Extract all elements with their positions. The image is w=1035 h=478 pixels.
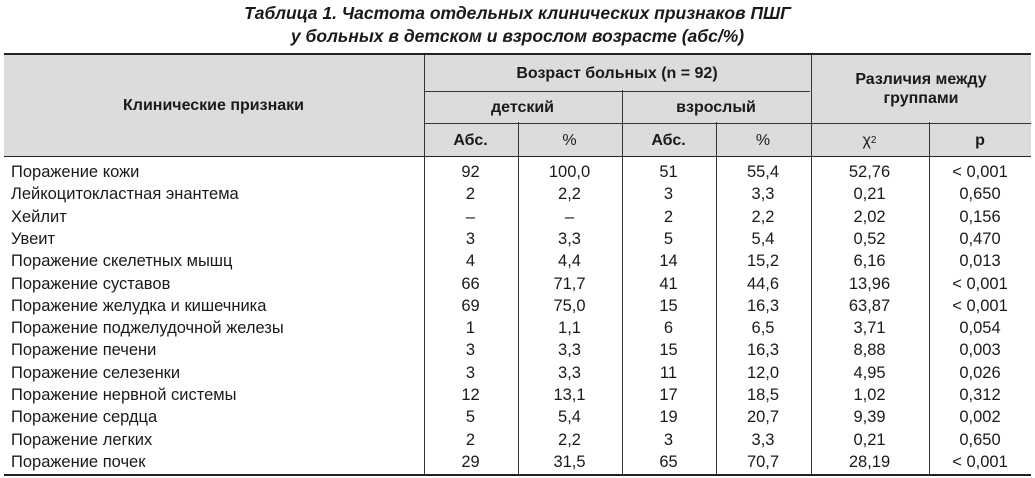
cell-p: < 0,001	[952, 274, 1008, 293]
cell-name: Поражение желудка и кишечника	[11, 296, 267, 315]
table-row	[4, 228, 1031, 250]
cell-chi2: 6,16	[853, 252, 886, 271]
header-divider	[424, 91, 810, 92]
cell-name: Поражение печени	[11, 341, 157, 360]
cell-a-abs: 5	[663, 229, 674, 248]
cell-a-pct: 15,2	[746, 252, 780, 271]
table-row	[4, 406, 1031, 428]
table-row	[4, 429, 1031, 451]
cell-name: Поражение кожи	[11, 163, 140, 181]
cell-a-pct: 3,3	[751, 430, 775, 449]
cell-name: Поражение сердца	[11, 408, 158, 427]
table-row	[4, 362, 1031, 384]
cell-c-abs: 3	[465, 341, 476, 360]
cell-chi2: 9,39	[853, 408, 886, 427]
table-row	[4, 317, 1031, 339]
cell-p: 0,003	[959, 341, 1001, 360]
cell-name: Хейлит	[11, 207, 67, 226]
cell-a-abs: 19	[659, 408, 678, 427]
cell-p: 0,013	[959, 252, 1001, 271]
header-chi-square	[811, 124, 928, 156]
cell-chi2: 63,87	[848, 296, 891, 315]
cell-name: Поражение селезенки	[11, 363, 181, 382]
cell-a-pct: 6,5	[751, 319, 775, 338]
cell-p: < 0,001	[952, 163, 1008, 181]
cell-a-pct: 55,4	[746, 163, 780, 181]
cell-a-abs: 2	[663, 207, 674, 226]
cell-c-pct: 3,3	[558, 229, 581, 248]
cell-p: 0,002	[959, 408, 1001, 427]
table-row	[4, 161, 1031, 183]
table-bottom-rule	[4, 474, 1031, 476]
header-clinical-signs: Клинические признаки	[123, 97, 304, 114]
cell-p: 0,312	[959, 386, 1001, 404]
cell-a-abs: 6	[663, 319, 674, 338]
cell-c-abs: 1	[465, 319, 476, 338]
table-row	[4, 384, 1031, 406]
cell-a-pct: 5,4	[751, 229, 775, 248]
cell-a-abs: 11	[659, 363, 678, 382]
cell-chi2: 1,02	[853, 386, 886, 404]
table-row	[4, 273, 1031, 295]
cell-a-abs: 41	[659, 274, 678, 293]
cell-chi2: 0,21	[853, 185, 886, 204]
cell-a-abs: 15	[659, 296, 678, 315]
cell-a-pct: 12,0	[746, 363, 780, 382]
cell-p: 0,470	[959, 229, 1001, 248]
cell-a-pct: 20,7	[746, 408, 780, 427]
cell-p: 0,650	[959, 430, 1001, 449]
header-patient-age: Возраст больных (n = 92)	[516, 64, 718, 82]
cell-name: Поражение поджелудочной железы	[11, 319, 284, 338]
cell-a-pct: 3,3	[751, 185, 775, 204]
header-adults-abs: Абс.	[651, 131, 686, 149]
cell-chi2: 8,88	[853, 341, 886, 360]
cell-c-abs: 2	[465, 185, 476, 204]
caption-line-2: у больных в детском и взрослом возрасте (абс/%)	[290, 26, 745, 46]
cell-c-pct: 75,0	[553, 296, 586, 315]
cell-chi2: 3,71	[853, 319, 886, 338]
cell-name: Поражение нервной системы	[11, 386, 237, 404]
cell-a-abs: 3	[663, 430, 674, 449]
cell-name: Поражение скелетных мышц	[11, 252, 233, 271]
cell-a-abs: 65	[659, 452, 678, 471]
cell-name: Лейкоцитокластная энантема	[11, 185, 239, 204]
cell-a-pct: 16,3	[746, 296, 780, 315]
cell-c-pct: 31,5	[553, 452, 586, 471]
cell-chi2: 4,95	[853, 363, 886, 382]
cell-chi2: 0,52	[853, 229, 886, 248]
cell-c-abs: 4	[465, 252, 476, 271]
header-adults-pct: %	[755, 131, 771, 149]
cell-a-abs: 15	[659, 341, 678, 360]
cell-a-pct: 70,7	[746, 452, 780, 471]
cell-c-pct: 3,3	[558, 341, 581, 360]
header-adults: взрослый	[676, 99, 756, 116]
cell-a-abs: 17	[659, 386, 678, 404]
caption-line-1: Таблица 1. Частота отдельных клинических признаков ПШГ	[244, 3, 791, 23]
header-group-difference: Различия между группами	[855, 71, 987, 107]
cell-c-pct: 1,1	[558, 319, 581, 338]
chi-superscript: 2	[870, 134, 877, 146]
cell-c-pct: 5,4	[558, 408, 581, 427]
cell-name: Поражение почек	[11, 452, 146, 471]
cell-c-abs: 3	[465, 363, 476, 382]
cell-p: 0,156	[959, 207, 1001, 226]
table-row	[4, 451, 1031, 473]
table-row	[4, 250, 1031, 272]
cell-c-abs: 3	[465, 229, 476, 248]
cell-a-pct: 2,2	[751, 207, 775, 226]
cell-a-pct: 18,5	[746, 386, 780, 404]
cell-a-pct: 44,6	[746, 274, 780, 293]
cell-chi2: 13,96	[848, 274, 891, 293]
cell-name: Поражение легких	[11, 430, 153, 449]
cell-p: 0,054	[959, 319, 1001, 338]
cell-p: < 0,001	[952, 296, 1008, 315]
cell-c-abs: 66	[461, 274, 480, 293]
cell-a-abs: 14	[659, 252, 678, 271]
header-p-value: p	[975, 131, 985, 149]
header-children-pct: %	[562, 131, 577, 149]
cell-chi2: 52,76	[848, 163, 891, 181]
table-row	[4, 183, 1031, 205]
cell-c-abs: 92	[461, 163, 480, 181]
cell-c-pct: –	[564, 207, 575, 226]
cell-a-pct: 16,3	[746, 341, 780, 360]
cell-c-abs: –	[465, 207, 476, 226]
cell-c-abs: 69	[461, 296, 480, 315]
cell-c-pct: 4,4	[558, 252, 581, 271]
cell-p: 0,650	[959, 185, 1001, 204]
table-row	[4, 339, 1031, 361]
cell-c-abs: 2	[465, 430, 476, 449]
cell-c-pct: 2,2	[558, 185, 581, 204]
header-children: детский	[490, 99, 555, 116]
table-row	[4, 295, 1031, 317]
cell-c-pct: 100,0	[548, 163, 591, 181]
cell-c-abs: 5	[465, 408, 476, 427]
cell-p: 0,026	[959, 363, 1001, 382]
cell-c-pct: 71,7	[553, 274, 586, 293]
chi-symbol: χ	[862, 131, 871, 149]
cell-c-pct: 13,1	[553, 386, 586, 404]
table-row	[4, 206, 1031, 228]
table-caption	[0, 2, 1035, 48]
header-children-abs: Абс.	[453, 131, 488, 149]
cell-chi2: 28,19	[848, 452, 891, 471]
cell-c-abs: 12	[461, 386, 480, 404]
cell-c-abs: 29	[461, 452, 480, 471]
cell-a-abs: 51	[659, 163, 678, 181]
cell-name: Увеит	[11, 229, 56, 248]
cell-chi2: 2,02	[853, 207, 886, 226]
header-divider	[424, 123, 1031, 124]
cell-chi2: 0,21	[853, 430, 886, 449]
cell-name: Поражение суставов	[11, 274, 171, 293]
cell-p: < 0,001	[952, 452, 1008, 471]
cell-c-pct: 2,2	[558, 430, 581, 449]
cell-c-pct: 3,3	[558, 363, 581, 382]
cell-a-abs: 3	[663, 185, 674, 204]
